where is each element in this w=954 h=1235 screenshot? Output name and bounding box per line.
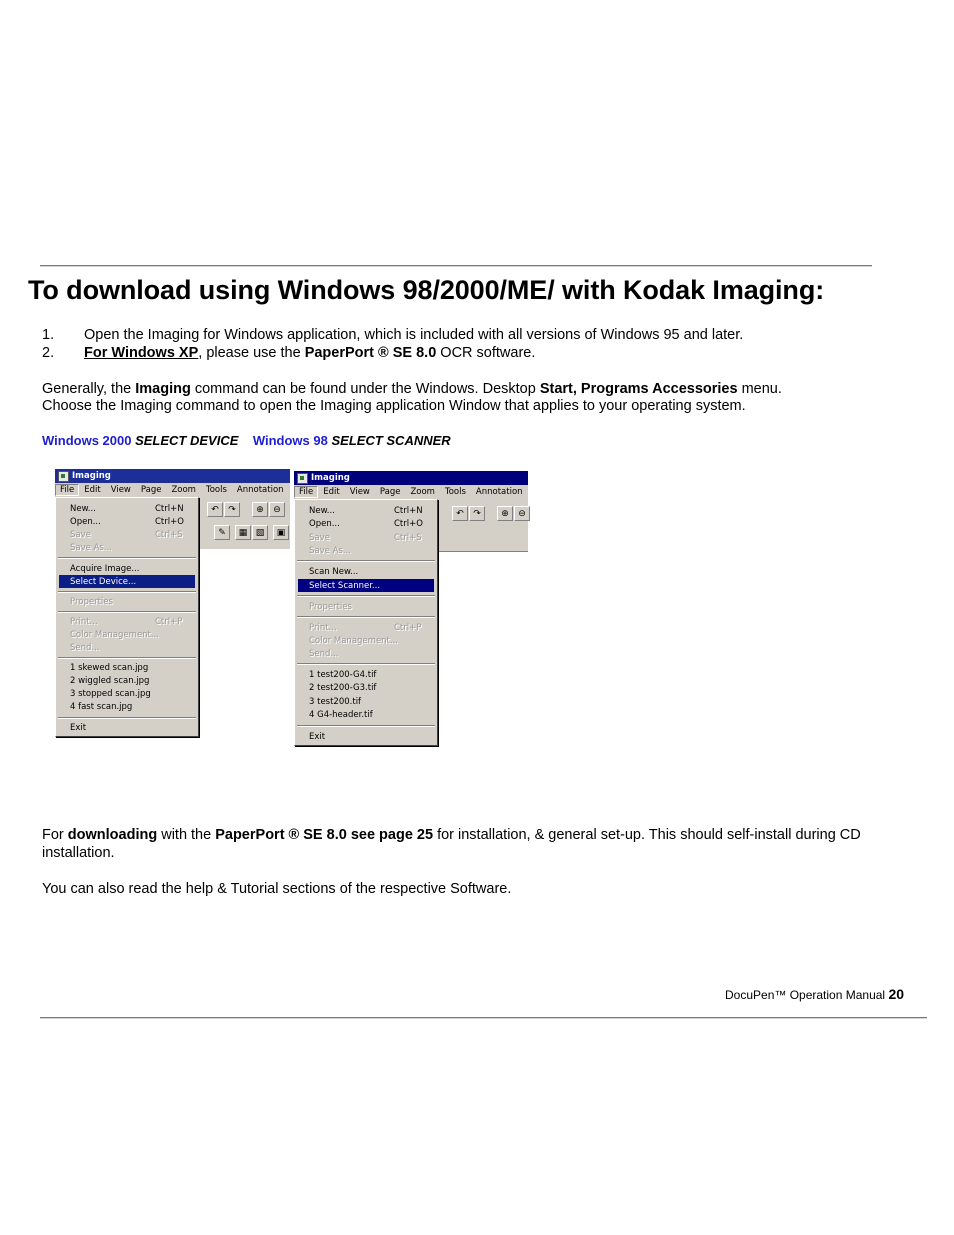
top-rule bbox=[40, 265, 872, 267]
file-menu-dropdown bbox=[294, 499, 438, 746]
file-menu-dropdown bbox=[55, 497, 199, 737]
menu-separator bbox=[297, 595, 435, 597]
zoom-in-icon[interactable]: ⊕ bbox=[252, 502, 268, 517]
menu-view[interactable]: View bbox=[110, 485, 131, 495]
screenshot-caption: Windows 2000 SELECT DEVICE Windows 98 SELECT SCANNER bbox=[42, 433, 451, 448]
menu-item-color-management[interactable]: Color Management... bbox=[309, 635, 398, 646]
thumbnail-icon[interactable]: ▦ bbox=[235, 525, 251, 540]
windows-98-imaging-window bbox=[294, 471, 528, 746]
zoom-out-icon[interactable]: ⊖ bbox=[514, 506, 530, 521]
menu-file[interactable]: File bbox=[294, 486, 318, 498]
menu-item-scan-new[interactable]: Scan New... bbox=[309, 566, 359, 577]
help-paragraph: You can also read the help & Tutorial sections of the respective Software. bbox=[42, 881, 512, 897]
menu-item-select-scanner[interactable]: Select Scanner... bbox=[298, 579, 434, 592]
rotate-icon[interactable]: ▣ bbox=[273, 525, 289, 540]
step-1-number: 1. bbox=[42, 327, 55, 343]
title-bar: Imaging bbox=[294, 471, 528, 485]
menu-bar bbox=[55, 483, 290, 497]
menu-annotation[interactable]: Annotation bbox=[475, 487, 523, 497]
menu-item-save[interactable]: Save Ctrl+S bbox=[70, 529, 183, 540]
menu-item-color-management[interactable]: Color Management... bbox=[70, 629, 159, 640]
menu-item-send[interactable]: Send... bbox=[309, 648, 339, 659]
menu-item-recent-3[interactable]: 3 stopped scan.jpg bbox=[70, 688, 151, 699]
windows-2000-imaging-window bbox=[55, 469, 290, 737]
step-2-text: For Windows XP, please use the PaperPort ® SE 8.0 OCR software. bbox=[84, 345, 536, 361]
step-1-text: Open the Imaging for Windows application, which is included with all versions of Windows 95 and later. bbox=[84, 327, 744, 343]
menu-item-recent-4[interactable]: 4 fast scan.jpg bbox=[70, 701, 133, 712]
menu-item-recent-1[interactable]: 1 skewed scan.jpg bbox=[70, 662, 149, 673]
intro-paragraph-line-1: Generally, the Imaging command can be found under the Windows. Desktop Start, Programs Accessories menu. bbox=[42, 381, 782, 397]
menu-item-print[interactable]: Print... Ctrl+P bbox=[70, 616, 183, 627]
menu-separator bbox=[58, 657, 196, 659]
menu-item-save[interactable]: Save Ctrl+S bbox=[309, 532, 422, 543]
menu-item-recent-1[interactable]: 1 test200-G4.tif bbox=[309, 669, 377, 680]
toolbar bbox=[197, 497, 290, 549]
menu-item-recent-2[interactable]: 2 test200-G3.tif bbox=[309, 682, 377, 693]
menu-edit[interactable]: Edit bbox=[323, 487, 340, 497]
menu-separator bbox=[58, 591, 196, 593]
bottom-rule bbox=[40, 1017, 927, 1019]
undo-icon[interactable]: ↶ bbox=[452, 506, 468, 521]
menu-edit[interactable]: Edit bbox=[84, 485, 101, 495]
menu-item-print[interactable]: Print... Ctrl+P bbox=[309, 622, 422, 633]
intro-paragraph-line-2: Choose the Imaging command to open the Imaging application Window that applies to your operating system. bbox=[42, 398, 746, 414]
menu-separator bbox=[297, 560, 435, 562]
menu-separator bbox=[297, 663, 435, 665]
menu-bar bbox=[294, 485, 528, 499]
menu-item-save-as[interactable]: Save As... bbox=[70, 542, 112, 553]
menu-item-acquire-image[interactable]: Acquire Image... bbox=[70, 563, 140, 574]
menu-tools[interactable]: Tools bbox=[205, 485, 227, 495]
menu-zoom[interactable]: Zoom bbox=[410, 487, 435, 497]
menu-view[interactable]: View bbox=[349, 487, 370, 497]
toolbar bbox=[436, 499, 528, 552]
menu-separator bbox=[58, 611, 196, 613]
page-title: To download using Windows 98/2000/ME/ with Kodak Imaging: bbox=[28, 275, 825, 305]
menu-separator bbox=[58, 557, 196, 559]
menu-item-properties[interactable]: Properties bbox=[70, 596, 113, 607]
zoom-out-icon[interactable]: ⊖ bbox=[269, 502, 285, 517]
imaging-app-icon bbox=[58, 471, 69, 482]
menu-item-new[interactable]: New... Ctrl+N bbox=[70, 503, 184, 514]
menu-item-new[interactable]: New... Ctrl+N bbox=[309, 505, 423, 516]
menu-separator bbox=[297, 616, 435, 618]
redo-icon[interactable]: ↷ bbox=[469, 506, 485, 521]
menu-file[interactable]: File bbox=[55, 484, 79, 496]
menu-page[interactable]: Page bbox=[379, 487, 401, 497]
imaging-app-icon bbox=[297, 473, 308, 484]
step-2-number: 2. bbox=[42, 345, 55, 361]
menu-tools[interactable]: Tools bbox=[444, 487, 466, 497]
page-footer: DocuPen™ Operation Manual 20 bbox=[725, 986, 905, 1002]
menu-item-exit[interactable]: Exit bbox=[309, 731, 326, 742]
menu-item-select-device[interactable]: Select Device... bbox=[59, 575, 195, 588]
menu-item-save-as[interactable]: Save As... bbox=[309, 545, 351, 556]
menu-item-send[interactable]: Send... bbox=[70, 642, 100, 653]
zoom-in-icon[interactable]: ⊕ bbox=[497, 506, 513, 521]
menu-item-open[interactable]: Open... Ctrl+O bbox=[70, 516, 184, 527]
undo-icon[interactable]: ↶ bbox=[207, 502, 223, 517]
title-bar: Imaging bbox=[55, 469, 290, 483]
menu-item-properties[interactable]: Properties bbox=[309, 601, 352, 612]
menu-item-open[interactable]: Open... Ctrl+O bbox=[309, 518, 423, 529]
menu-item-recent-2[interactable]: 2 wiggled scan.jpg bbox=[70, 675, 150, 686]
download-paragraph-line-2: installation. bbox=[42, 845, 115, 861]
menu-item-exit[interactable]: Exit bbox=[70, 722, 87, 733]
menu-page[interactable]: Page bbox=[140, 485, 162, 495]
menu-item-recent-3[interactable]: 3 test200.tif bbox=[309, 696, 362, 707]
menu-separator bbox=[297, 725, 435, 727]
page-view-icon[interactable]: ▧ bbox=[252, 525, 268, 540]
annotation-icon[interactable]: ✎ bbox=[214, 525, 230, 540]
redo-icon[interactable]: ↷ bbox=[224, 502, 240, 517]
menu-zoom[interactable]: Zoom bbox=[171, 485, 196, 495]
menu-item-recent-4[interactable]: 4 G4-header.tif bbox=[309, 709, 373, 720]
windows-xp-link[interactable]: For Windows XP bbox=[84, 345, 199, 361]
page-number: 20 bbox=[888, 986, 905, 1002]
download-paragraph-line-1: For downloading with the PaperPort ® SE 8.0 see page 25 for installation, & general set-up. This should self-install during CD bbox=[42, 827, 861, 843]
menu-help[interactable] bbox=[289, 485, 290, 495]
menu-separator bbox=[58, 717, 196, 719]
menu-annotation[interactable]: Annotation bbox=[236, 485, 284, 495]
